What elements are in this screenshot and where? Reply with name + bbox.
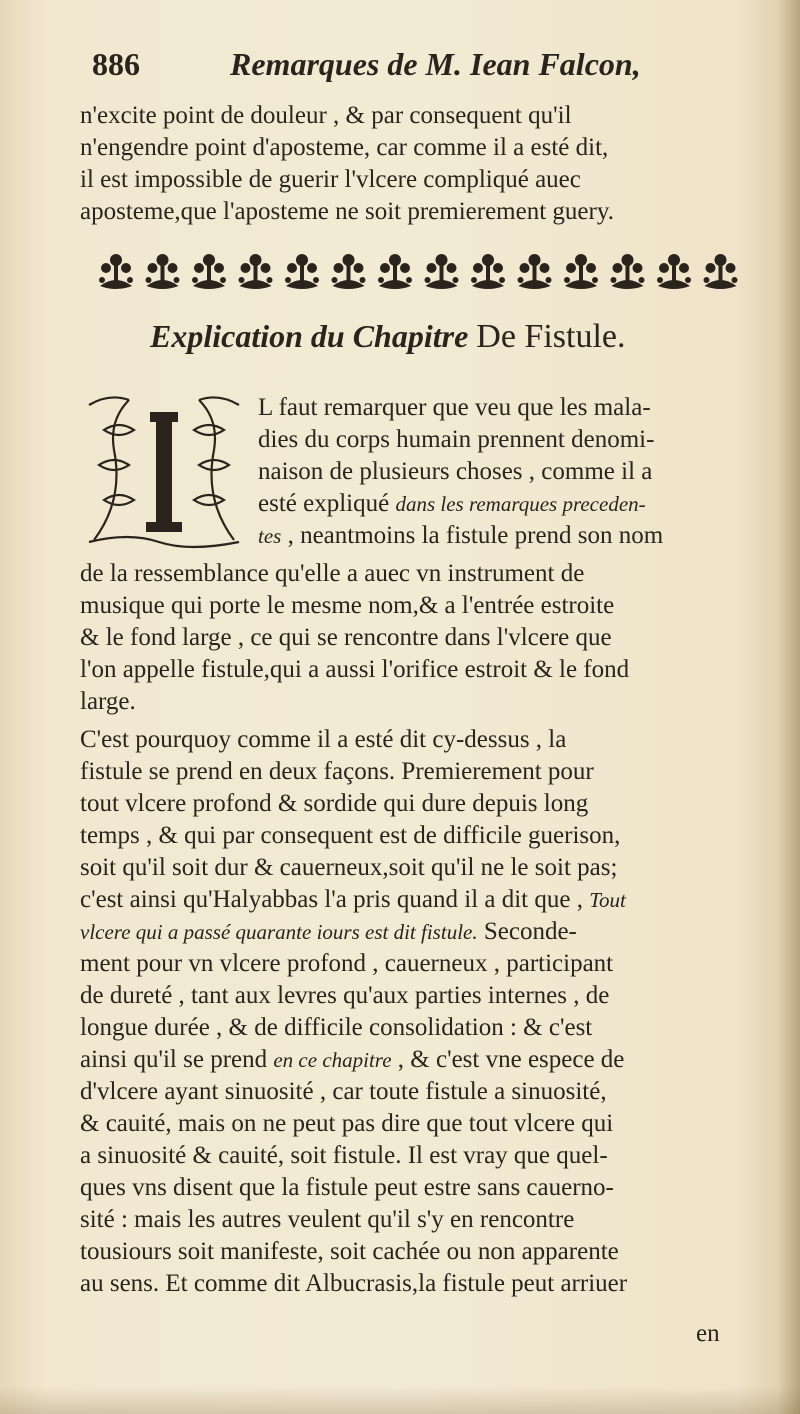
italic-phrase: tes	[258, 524, 282, 548]
fleuron-icon	[285, 254, 319, 289]
text-line: n'excite point de douleur , & par consequent qu'il	[80, 102, 572, 129]
text-line: l'on appelle fistule,qui a aussi l'orifice estroit & le fond	[80, 656, 630, 683]
text-segment: c'est ainsi qu'Halyabbas l'a pris quand il a dit que ,	[80, 886, 590, 913]
text-line: soit qu'il soit dur & cauerneux,soit qu'il ne le soit pas;	[80, 854, 618, 881]
decorated-initial-I	[84, 390, 244, 550]
text-segment: Seconde-	[477, 918, 577, 945]
section-title-roman: De Fistule.	[476, 318, 626, 355]
fleuron-icon	[425, 254, 459, 289]
text-line: longue durée , & de difficile consolidation : & c'est	[80, 1014, 593, 1041]
italic-phrase: dans les remarques preceden-	[395, 492, 646, 516]
text-line: il est impossible de guerir l'vlcere compliqué auec	[80, 166, 581, 193]
fleuron-icon	[239, 254, 273, 289]
running-header	[92, 46, 702, 90]
text-line: au sens. Et comme dit Albucrasis,la fistule peut arriuer	[80, 1270, 628, 1297]
fleuron-icon	[146, 254, 180, 289]
italic-phrase: en ce chapitre	[273, 1048, 392, 1072]
fleuron-icon	[378, 254, 412, 289]
text-line	[258, 488, 744, 520]
text-line: tousiours soit manifeste, soit cachée ou non apparente	[80, 1238, 619, 1265]
page-number: 886	[92, 46, 140, 82]
text-line: musique qui porte le mesme nom,& a l'entrée estroite	[80, 592, 615, 619]
italic-phrase: vlcere qui a passé quarante iours est dit fistule.	[80, 920, 478, 944]
text-segment: ainsi qu'il se prend	[80, 1046, 274, 1073]
text-line: de dureté , tant aux levres qu'aux parties internes , de	[80, 982, 610, 1009]
fleuron-icon	[518, 254, 552, 289]
running-title: Remarques de M. Iean Falcon,	[230, 46, 641, 82]
fleuron-icon	[564, 254, 598, 289]
text-segment: esté expliqué	[258, 490, 396, 517]
fleuron-ornament-band	[92, 246, 746, 298]
catchword: en	[696, 1320, 720, 1347]
italic-phrase: Tout	[589, 888, 626, 912]
section-title-italic: Explication du Chapitre	[150, 318, 469, 354]
text-line: de la ressemblance qu'elle a auec vn instrument de	[80, 560, 585, 587]
text-line: aposteme,que l'aposteme ne soit premierement guery.	[80, 198, 614, 225]
fleuron-icon	[657, 254, 691, 289]
intro-text-block	[80, 100, 740, 228]
fleuron-icon	[99, 254, 133, 289]
text-line	[80, 916, 740, 948]
fleuron-icon	[704, 254, 738, 289]
text-line: & le fond large , ce qui se rencontre dans l'vlcere que	[80, 624, 612, 651]
text-line: L faut remarquer que veu que les mala-	[258, 394, 651, 421]
text-line	[80, 1044, 740, 1076]
text-line	[258, 520, 744, 552]
text-line: dies du corps humain prennent denomi-	[258, 426, 655, 453]
text-line: large.	[80, 688, 136, 715]
text-line: ment pour vn vlcere profond , cauerneux , participant	[80, 950, 614, 977]
text-line: C'est pourquoy comme il a esté dit cy-dessus , la	[80, 726, 567, 753]
text-line: fistule se prend en deux façons. Premierement pour	[80, 758, 594, 785]
page-bottom-shadow	[0, 1386, 800, 1414]
text-line	[80, 884, 740, 916]
fleuron-icon	[611, 254, 645, 289]
page-edge-shadow	[778, 0, 800, 1414]
text-line: & cauité, mais on ne peut pas dire que tout vlcere qui	[80, 1110, 614, 1137]
fleuron-icon	[192, 254, 226, 289]
text-line: n'engendre point d'aposteme, car comme il a esté dit,	[80, 134, 609, 161]
section-title	[150, 318, 710, 366]
text-line: sité : mais les autres veulent qu'il s'y en rencontre	[80, 1206, 575, 1233]
paragraph-2	[80, 724, 740, 1300]
text-segment: , neantmoins la fistule prend son nom	[281, 522, 664, 549]
text-line: a sinuosité & cauité, soit fistule. Il est vray que quel-	[80, 1142, 608, 1169]
fleuron-icon	[471, 254, 505, 289]
text-line: d'vlcere ayant sinuosité , car toute fistule a sinuosité,	[80, 1078, 607, 1105]
paragraph-1-body	[80, 558, 740, 718]
text-line: ques vns disent que la fistule peut estre sans cauerno-	[80, 1174, 614, 1201]
text-line: naison de plusieurs choses , comme il a	[258, 458, 653, 485]
paragraph-1-opening	[258, 392, 744, 552]
text-segment: , & c'est vne espece de	[391, 1046, 625, 1073]
text-line: tout vlcere profond & sordide qui dure depuis long	[80, 790, 589, 817]
text-line: temps , & qui par consequent est de difficile guerison,	[80, 822, 621, 849]
fleuron-icon	[332, 254, 366, 289]
